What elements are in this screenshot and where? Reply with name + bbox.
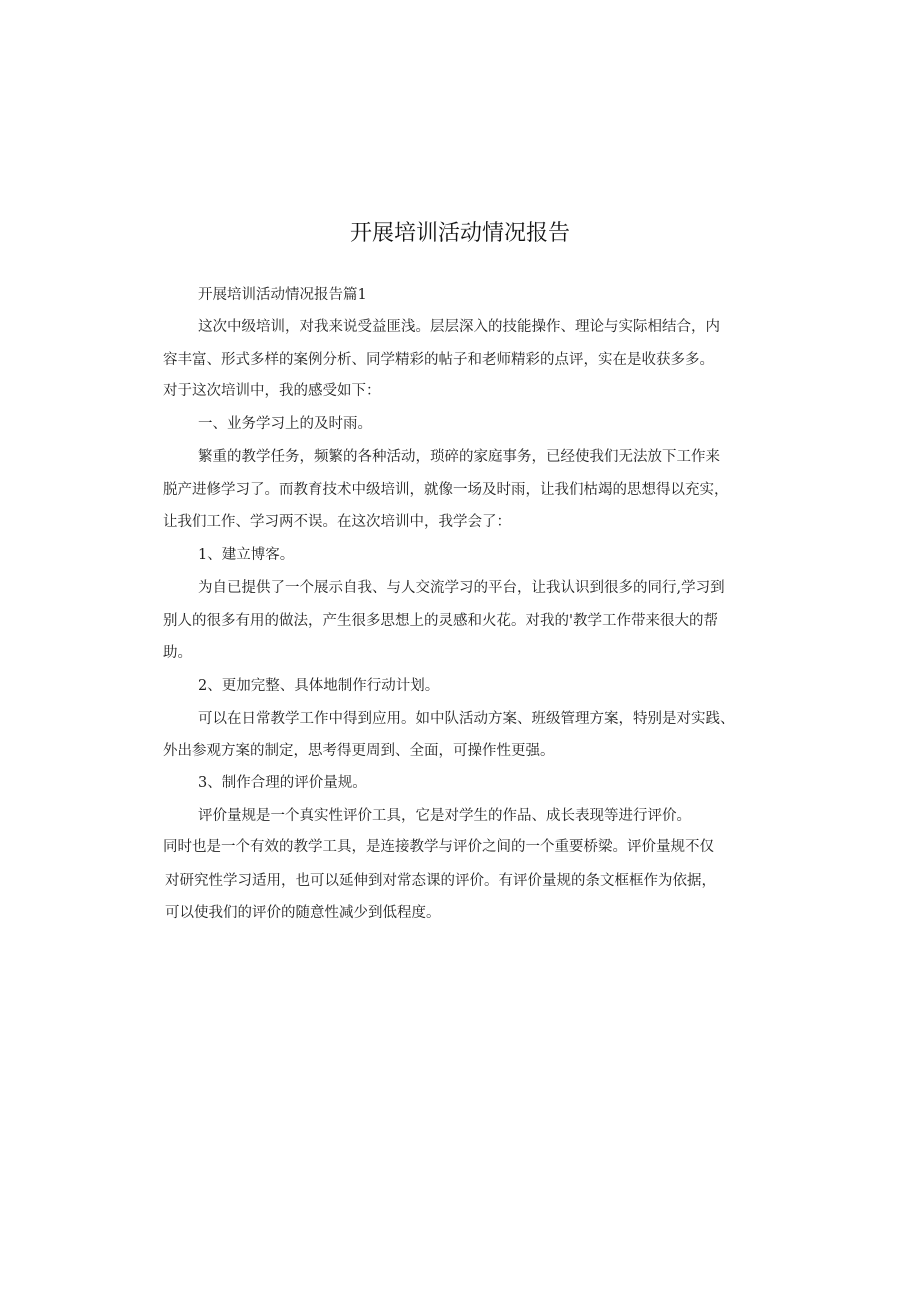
- paragraph-line: 容丰富、形式多样的案例分析、同学精彩的帖子和老师精彩的点评，实在是收获多多。: [163, 352, 714, 368]
- paragraph-line: 这次中级培训，对我来说受益匪浅。层层深入的技能操作、理论与实际相结合，内: [198, 319, 720, 335]
- paragraph-line: 别人的很多有用的做法，产生很多思想上的灵感和火花。对我的'教学工作带来很大的帮: [163, 613, 718, 629]
- paragraph-line: 让我们工作、学习两不误。在这次培训中，我学会了：: [163, 514, 511, 530]
- list-item-heading: 2、更加完整、具体地制作行动计划。: [198, 678, 440, 694]
- paragraph-line: 可以使我们的评价的随意性减少到低程度。: [165, 905, 441, 921]
- paragraph-line: 繁重的教学任务，频繁的各种活动，琐碎的家庭事务，已经使我们无法放下工作来: [198, 449, 720, 465]
- subtitle-line: 开展培训活动情况报告篇1: [198, 287, 367, 303]
- section-heading: 一、业务学习上的及时雨。: [198, 416, 372, 432]
- list-item-heading: 1、建立博客。: [198, 547, 295, 563]
- paragraph-line: 脱产进修学习了。而教育技术中级培训，就像一场及时雨，让我们枯竭的思想得以充实，: [163, 482, 729, 498]
- paragraph-line: 可以在日常教学工作中得到应用。如中队活动方案、班级管理方案，特别是对实践、: [198, 711, 735, 727]
- paragraph-line: 对研究性学习适用，也可以延伸到对常态课的评价。有评价量规的条文框框作为依据，: [165, 873, 716, 889]
- list-item-heading: 3、制作合理的评价量规。: [198, 775, 367, 791]
- paragraph-line: 同时也是一个有效的教学工具，是连接教学与评价之间的一个重要桥梁。评价量规不仅: [163, 839, 714, 855]
- paragraph-line: 助。: [163, 645, 192, 661]
- paragraph-line: 对于这次培训中，我的感受如下：: [163, 383, 381, 399]
- document-title: 开展培训活动情况报告: [349, 221, 570, 246]
- paragraph-line: 为自已提供了一个展示自我、与人交流学习的平台，让我认识到很多的同行,学习到: [198, 580, 725, 596]
- paragraph-line: 评价量规是一个真实性评价工具，它是对学生的作品、成长表现等进行评价。: [198, 808, 691, 824]
- paragraph-line: 外出参观方案的制定，思考得更周到、全面，可操作性更强。: [163, 743, 555, 759]
